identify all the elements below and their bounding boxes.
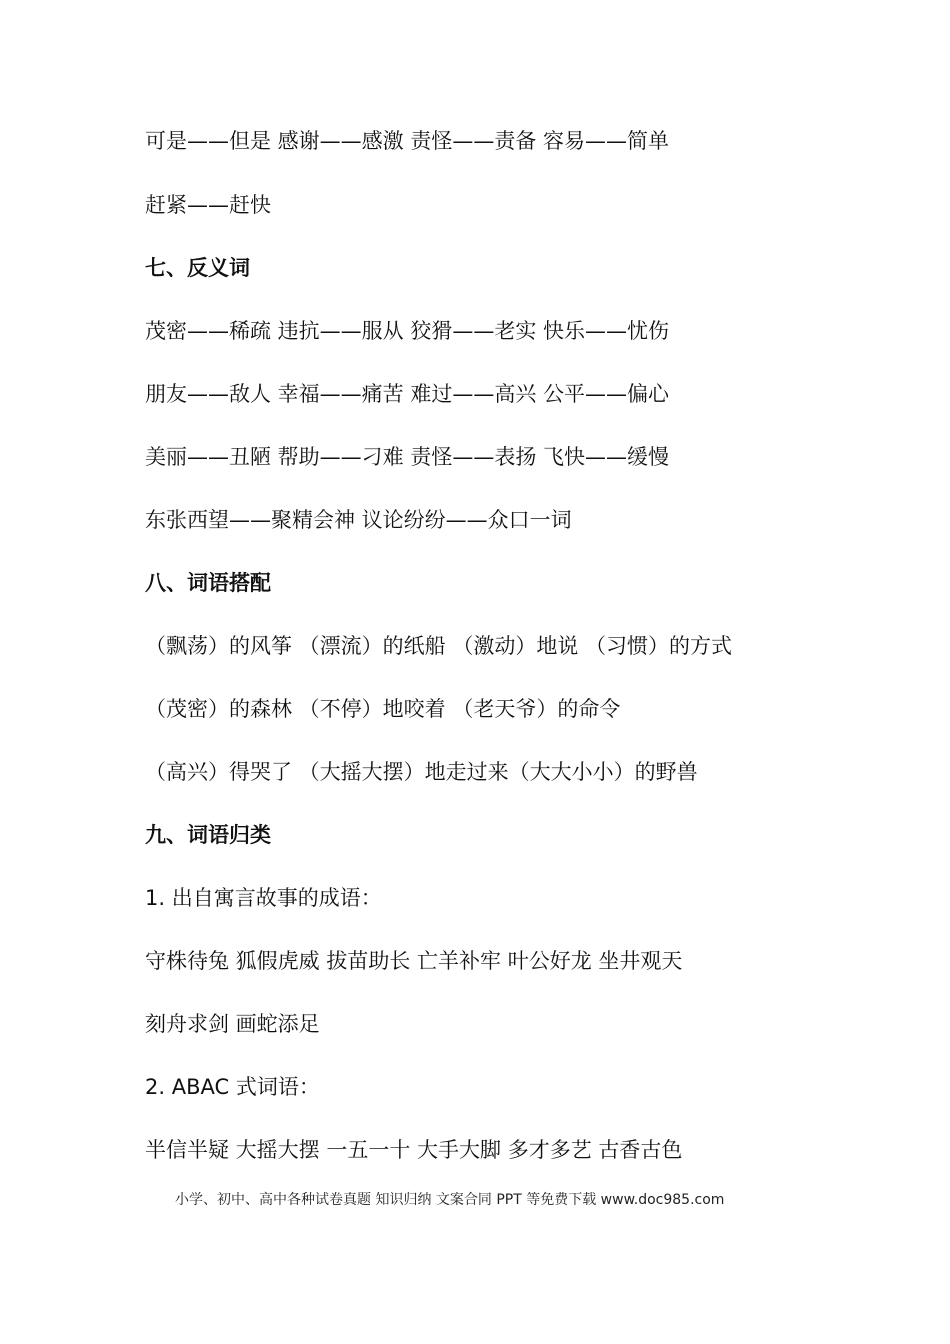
text-line: 朋友——敌人 幸福——痛苦 难过——高兴 公平——偏心 [145, 382, 670, 406]
text-line: （飘荡）的风筝 （漂流）的纸船 （激动）地说 （习惯）的方式 [145, 634, 733, 658]
text-line: 守株待兔 狐假虎威 拔苗助长 亡羊补牢 叶公好龙 坐井观天 [145, 949, 683, 973]
text-line: 刻舟求剑 画蛇添足 [145, 1012, 320, 1036]
text-line: 赶紧——赶快 [145, 193, 271, 217]
page-footer: 小学、初中、高中各种试卷真题 知识归纳 文案合同 PPT 等免费下载 www.doc985.com [175, 1192, 725, 1208]
text-line: 可是——但是 感谢——感激 责怪——责备 容易——简单 [145, 129, 670, 153]
section-heading-classification: 九、词语归类 [145, 823, 271, 847]
text-line: （高兴）得哭了 （大摇大摆）地走过来（大大小小）的野兽 [145, 760, 698, 784]
text-line: 半信半疑 大摇大摆 一五一十 大手大脚 多才多艺 古香古色 [145, 1138, 683, 1162]
text-line: 东张西望——聚精会神 议论纷纷——众口一词 [145, 508, 572, 532]
text-line: 美丽——丑陋 帮助——刁难 责怪——表扬 飞快——缓慢 [145, 445, 670, 469]
text-line: （茂密）的森林 （不停）地咬着 （老天爷）的命令 [145, 697, 621, 721]
section-heading-collocation: 八、词语搭配 [145, 571, 271, 595]
text-line: 1. 出自寓言故事的成语： [145, 886, 382, 910]
text-line: 茂密——稀疏 违抗——服从 狡猾——老实 快乐——忧伤 [145, 319, 670, 343]
text-line: 2. ABAC 式词语： [145, 1075, 320, 1099]
section-heading-antonyms: 七、反义词 [145, 256, 250, 280]
